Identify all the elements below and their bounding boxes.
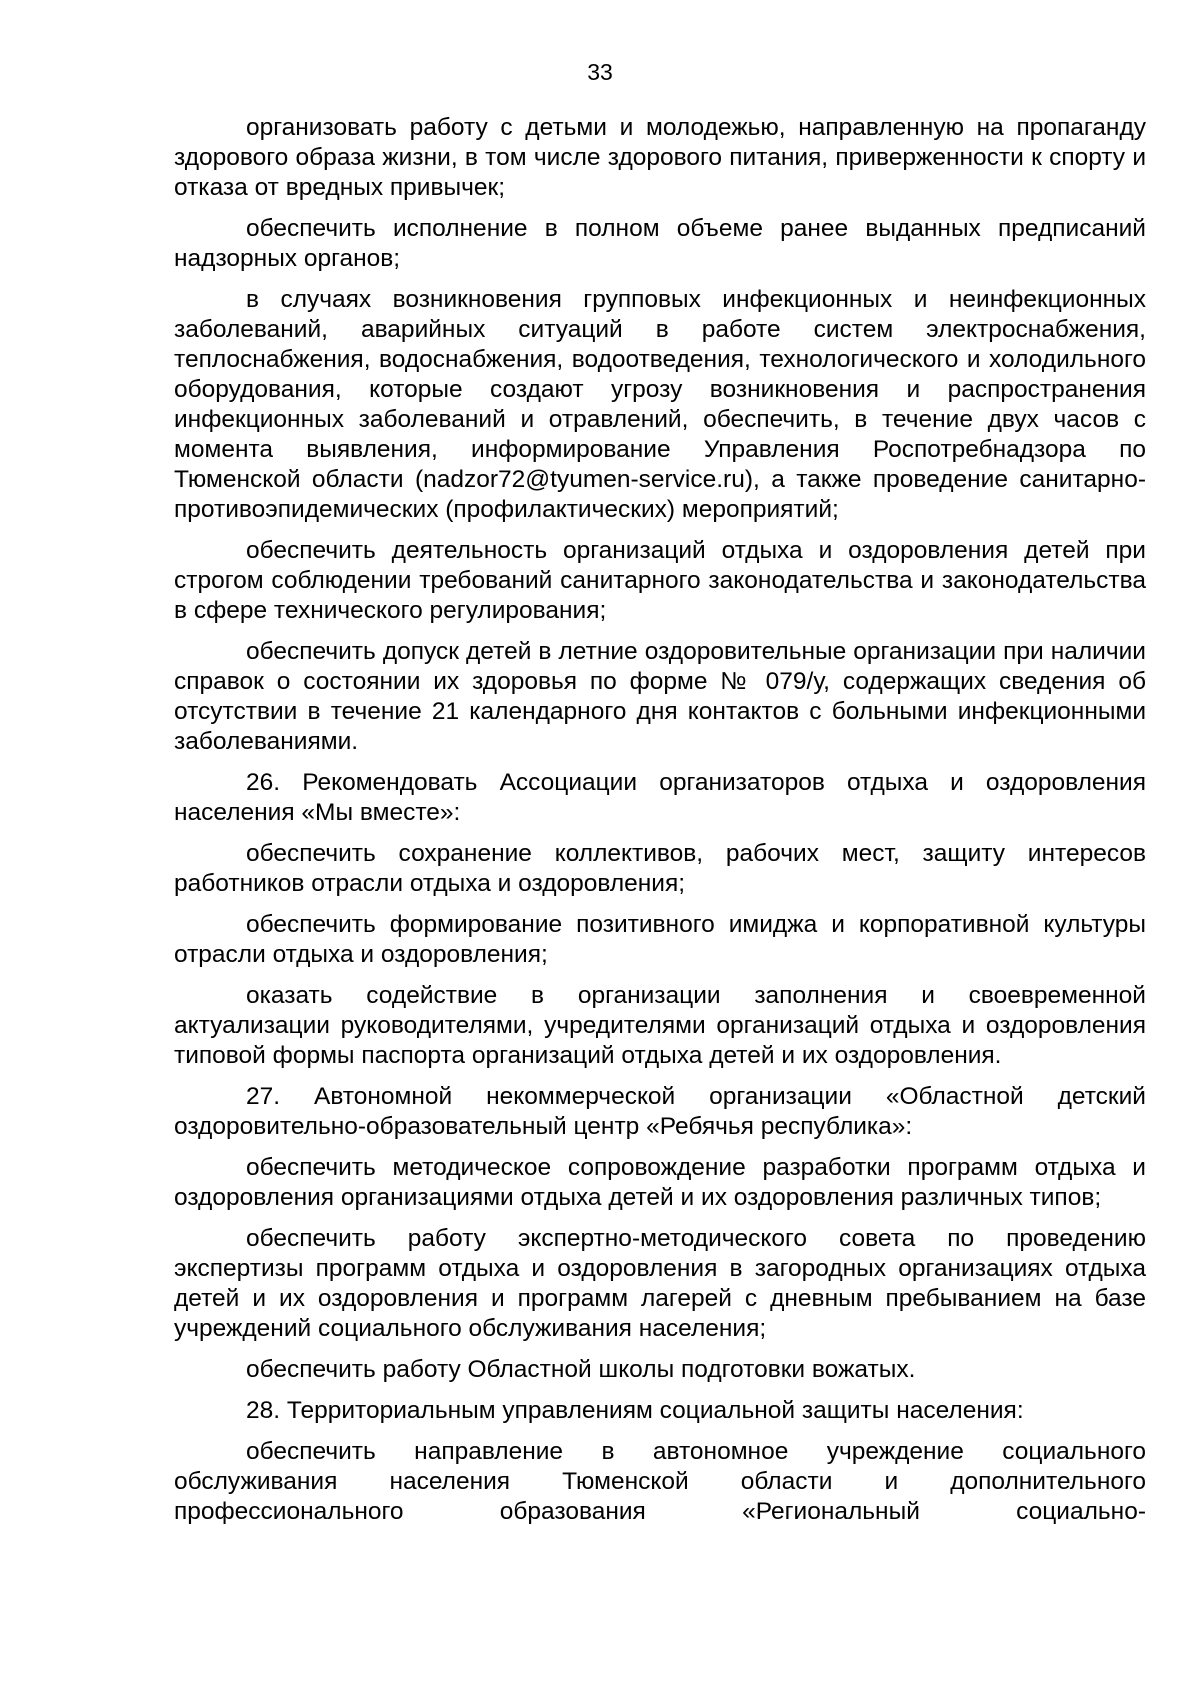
paragraph-27: 27. Автономной некоммерческой организации «Областной детский оздоровительно-образовательный центр «Ребячья республика»:	[174, 1083, 1146, 1140]
paragraph-13: обеспечить работу Областной школы подготовки вожатых.	[246, 1356, 916, 1383]
paragraph-7: обеспечить сохранение коллективов, рабочих мест, защиту интересов работников отрасли отдыха и оздоровления;	[174, 840, 1146, 897]
paragraph-1: организовать работу с детьми и молодежью, направленную на пропаганду здорового образа жизни, в том числе здорового питания, приверженности к спорту и отказа от вредных привычек;	[174, 114, 1146, 201]
paragraph-26: 26. Рекомендовать Ассоциации организаторов отдыха и оздоровления населения «Мы вместе»:	[174, 769, 1146, 826]
document-body	[174, 113, 1146, 1527]
paragraph-5: обеспечить допуск детей в летние оздоровительные организации при наличии справок о состоянии их здоровья по форме № 079/у, содержащих сведения об отсутствии в течение 21 календарного дня контактов с больными инфекционными заболеваниями.	[174, 638, 1146, 755]
paragraph-11: обеспечить методическое сопровождение разработки программ отдыха и оздоровления организациями отдыха детей и их оздоровления различных типов;	[174, 1154, 1146, 1211]
paragraph-4: обеспечить деятельность организаций отдыха и оздоровления детей при строгом соблюдении требований санитарного законодательства и законодательства в сфере технического регулирования;	[174, 537, 1146, 624]
paragraph-3: в случаях возникновения групповых инфекционных и неинфекционных заболеваний, аварийных ситуаций в работе систем электроснабжения, теплоснабжения, водоснабжения, водоотведения, технологического и холодильного оборудования, которые создают угрозу возникновения и распространения инфекционных заболеваний и отравлений, обеспечить, в течение двух часов с момента выявления, информирование Управления Роспотребнадзора по Тюменской области (nadzor72@tyumen-service.ru), а также проведение санитарно-противоэпидемических (профилактических) мероприятий;	[174, 286, 1146, 523]
paragraph-8: обеспечить формирование позитивного имиджа и корпоративной культуры отрасли отдыха и оздоровления;	[174, 911, 1146, 968]
paragraph-28: 28. Территориальным управлениям социальной защиты населения:	[246, 1397, 1024, 1424]
paragraph-12: обеспечить работу экспертно-методического совета по проведению экспертизы программ отдыха и оздоровления в загородных организациях отдыха детей и их оздоровления и программ лагерей с дневным пребыванием на базе учреждений социального обслуживания населения;	[174, 1225, 1146, 1342]
paragraph-2: обеспечить исполнение в полном объеме ранее выданных предписаний надзорных органов;	[174, 215, 1146, 272]
paragraph-15: обеспечить направление в автономное учреждение социального обслуживания населения Тюменской области и дополнительного профессионального образования «Региональный социально-	[174, 1438, 1146, 1525]
paragraph-9: оказать содействие в организации заполнения и своевременной актуализации руководителями, учредителями организаций отдыха и оздоровления типовой формы паспорта организаций отдыха детей и их оздоровления.	[174, 982, 1146, 1069]
page-number: 33	[587, 59, 613, 85]
